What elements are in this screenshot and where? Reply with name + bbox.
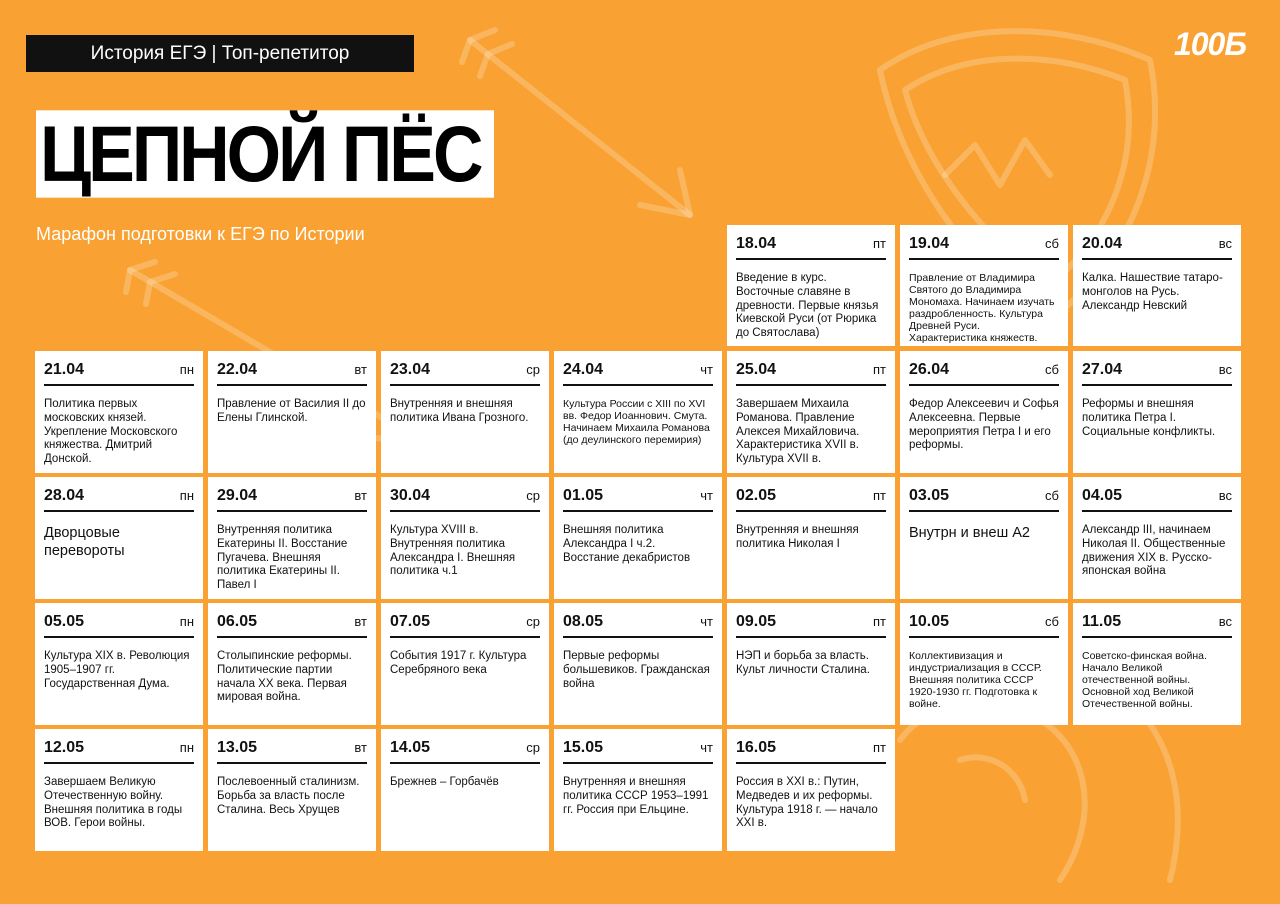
day-date: 29.04 <box>217 487 258 504</box>
calendar-day-card <box>727 603 895 725</box>
day-date: 26.04 <box>909 361 950 378</box>
day-topic: Культура XVIII в. Внутренняя политика Александра I. Внешняя политика ч.1 <box>390 524 516 578</box>
day-card-header <box>736 235 886 260</box>
day-card-header <box>563 613 713 638</box>
day-date: 10.05 <box>909 613 950 630</box>
day-topic: Правление от Василия II до Елены Глинской. <box>217 398 366 424</box>
day-card-header <box>563 487 713 512</box>
calendar-day-card <box>1073 603 1241 725</box>
calendar-day-card <box>727 351 895 473</box>
day-card-header <box>909 613 1059 638</box>
day-of-week: ср <box>526 362 540 377</box>
day-of-week: вс <box>1218 614 1232 629</box>
day-card-header <box>1082 613 1232 638</box>
day-date: 13.05 <box>217 739 258 756</box>
day-date: 25.04 <box>736 361 777 378</box>
day-topic: Политика первых московских князей. Укрепление Московского княжества. Дмитрий Донской. <box>44 398 178 466</box>
calendar-day-card <box>35 729 203 851</box>
day-topic: Россия в XXI в.: Путин, Медведев и их реформы. Культура 1918 г. — начало XXI в. <box>736 776 878 830</box>
day-topic: Внутрн и внеш А2 <box>909 525 1030 541</box>
day-card-header <box>736 739 886 764</box>
day-topic: Внутренняя и внешняя политика Николая I <box>736 524 859 550</box>
calendar-day-card <box>35 351 203 473</box>
calendar-day-card <box>381 603 549 725</box>
day-of-week: вт <box>354 362 367 377</box>
day-date: 27.04 <box>1082 361 1123 378</box>
day-topic: Калка. Нашествие татаро-монголов на Русь. Александр Невский <box>1082 272 1223 312</box>
day-card-header <box>563 361 713 386</box>
day-topic: Внутренняя и внешняя политика СССР 1953–1991 гг. Россия при Ельцине. <box>563 776 709 816</box>
day-date: 23.04 <box>390 361 431 378</box>
day-of-week: сб <box>1045 488 1059 503</box>
day-card-header <box>44 613 194 638</box>
brand-logo: 100Б <box>1173 26 1246 62</box>
calendar-day-card <box>554 603 722 725</box>
calendar-day-card <box>35 603 203 725</box>
calendar-day-card <box>208 729 376 851</box>
day-topic: Федор Алексеевич и Софья Алексеевна. Первые мероприятия Петра I и его реформы. <box>909 398 1059 452</box>
calendar-day-card <box>1073 225 1241 346</box>
calendar-day-card <box>208 603 376 725</box>
page-title: ЦЕПНОЙ ПЁС <box>36 110 494 197</box>
day-topic: Первые реформы большевиков. Гражданская война <box>563 650 710 690</box>
calendar-day-card <box>1073 477 1241 599</box>
day-of-week: сб <box>1045 236 1059 251</box>
calendar-day-card <box>554 351 722 473</box>
day-of-week: чт <box>700 614 713 629</box>
day-of-week: ср <box>526 614 540 629</box>
calendar-day-card <box>381 351 549 473</box>
day-of-week: пн <box>179 740 194 755</box>
day-of-week: пт <box>873 740 886 755</box>
day-card-header <box>217 739 367 764</box>
day-topic: Правление от Владимира Святого до Владимира Мономаха. Начинаем изучать раздробленность. Культура Древней Руси. Характеристика княжеств. <box>909 272 1055 345</box>
day-date: 04.05 <box>1082 487 1123 504</box>
day-topic: Советско-финская война. Начало Великой отечественной войны. Основной ход Великой Отечественной войны. <box>1082 650 1207 711</box>
day-date: 11.05 <box>1082 613 1122 630</box>
day-date: 15.05 <box>563 739 604 756</box>
day-of-week: сб <box>1045 362 1059 377</box>
calendar-day-card <box>208 351 376 473</box>
day-date: 03.05 <box>909 487 950 504</box>
calendar-day-card <box>208 477 376 599</box>
day-of-week: пн <box>179 488 194 503</box>
day-of-week: вт <box>354 614 367 629</box>
day-topic: Александр III, начинаем Николая II. Общественные движения XIX в. Русско-японская война <box>1082 524 1226 578</box>
calendar-day-card <box>554 729 722 851</box>
day-card-header <box>736 613 886 638</box>
day-card-header <box>736 487 886 512</box>
calendar-day-card <box>727 225 895 346</box>
day-of-week: ср <box>526 740 540 755</box>
day-date: 05.05 <box>44 613 85 630</box>
day-topic: Внутренняя политика Екатерины II. Восстание Пугачева. Внешняя политика Екатерины II. Павел I <box>217 524 348 592</box>
day-of-week: ср <box>526 488 540 503</box>
day-of-week: вс <box>1218 362 1232 377</box>
day-of-week: пт <box>873 488 886 503</box>
day-date: 28.04 <box>44 487 85 504</box>
day-card-header <box>909 361 1059 386</box>
day-of-week: чт <box>700 740 713 755</box>
day-of-week: вт <box>354 488 367 503</box>
day-card-header <box>44 739 194 764</box>
day-of-week: пт <box>873 614 886 629</box>
day-card-header <box>44 361 194 386</box>
day-date: 16.05 <box>736 739 777 756</box>
day-card-header <box>1082 235 1232 260</box>
day-date: 01.05 <box>563 487 604 504</box>
calendar-day-card <box>381 477 549 599</box>
day-topic: Брежнев – Горбачёв <box>390 776 499 788</box>
day-topic: События 1917 г. Культура Серебряного века <box>390 650 527 676</box>
day-card-header <box>390 613 540 638</box>
day-topic: Культура России с XIII по XVI вв. Федор Иоаннович. Смута. Начинаем Михаила Романова (до деулинского перемирия) <box>563 398 710 447</box>
day-card-header <box>909 487 1059 512</box>
day-topic: Завершаем Михаила Романова. Правление Алексея Михайловича. Характеристика XVII в. Культура XVII в. <box>736 398 860 466</box>
day-date: 19.04 <box>909 235 950 252</box>
day-of-week: пт <box>873 236 886 251</box>
day-date: 14.05 <box>390 739 431 756</box>
calendar-day-card <box>900 351 1068 473</box>
day-date: 24.04 <box>563 361 604 378</box>
calendar-day-card <box>35 477 203 599</box>
day-card-header <box>736 361 886 386</box>
day-date: 08.05 <box>563 613 604 630</box>
day-topic: НЭП и борьба за власть. Культ личности Сталина. <box>736 650 870 676</box>
day-topic: Коллективизация и индустриализация в СССР. Внешняя политика СССР 1920-1930 гг. Подготовка к войне. <box>909 650 1042 711</box>
day-of-week: пт <box>873 362 886 377</box>
day-date: 06.05 <box>217 613 258 630</box>
calendar-day-card <box>900 603 1068 725</box>
day-card-header <box>563 739 713 764</box>
day-of-week: чт <box>700 488 713 503</box>
day-card-header <box>217 361 367 386</box>
calendar-day-card <box>900 225 1068 346</box>
day-date: 30.04 <box>390 487 431 504</box>
day-date: 21.04 <box>44 361 85 378</box>
day-date: 20.04 <box>1082 235 1123 252</box>
day-card-header <box>1082 487 1232 512</box>
day-topic: Дворцовые перевороты <box>44 525 125 560</box>
day-card-header <box>1082 361 1232 386</box>
day-date: 02.05 <box>736 487 777 504</box>
day-date: 09.05 <box>736 613 777 630</box>
day-of-week: пн <box>179 614 194 629</box>
day-of-week: вс <box>1218 236 1232 251</box>
day-topic: Завершаем Великую Отечественную войну. Внешняя политика в годы ВОВ. Герои войны. <box>44 776 183 830</box>
day-date: 18.04 <box>736 235 777 252</box>
calendar-day-card <box>727 477 895 599</box>
calendar-day-card <box>900 477 1068 599</box>
day-topic: Культура XIX в. Революция 1905–1907 гг. Государственная Дума. <box>44 650 190 690</box>
day-card-header <box>217 613 367 638</box>
day-topic: Внутренняя и внешняя политика Ивана Грозного. <box>390 398 529 424</box>
day-topic: Внешняя политика Александра I ч.2. Восстание декабристов <box>563 524 691 564</box>
day-of-week: пн <box>179 362 194 377</box>
page-subtitle: Марафон подготовки к ЕГЭ по Истории <box>36 224 365 244</box>
day-card-header <box>217 487 367 512</box>
day-topic: Введение в курс. Восточные славяне в древности. Первые князья Киевской Руси (от Рюрика до Святослава) <box>736 272 879 340</box>
calendar-day-card <box>1073 351 1241 473</box>
day-of-week: чт <box>700 362 713 377</box>
day-card-header <box>390 361 540 386</box>
day-of-week: вс <box>1218 488 1232 503</box>
day-of-week: сб <box>1045 614 1059 629</box>
day-card-header <box>909 235 1059 260</box>
day-card-header <box>44 487 194 512</box>
day-date: 07.05 <box>390 613 431 630</box>
day-topic: Послевоенный сталинизм. Борьба за власть после Сталина. Весь Хрущев <box>217 776 360 816</box>
day-topic: Реформы и внешняя политика Петра I. Социальные конфликты. <box>1082 398 1216 438</box>
day-card-header <box>390 487 540 512</box>
day-of-week: вт <box>354 740 367 755</box>
day-date: 12.05 <box>44 739 85 756</box>
day-date: 22.04 <box>217 361 258 378</box>
calendar-day-card <box>554 477 722 599</box>
course-tag-bar: История ЕГЭ | Топ-репетитор <box>26 35 414 72</box>
day-topic: Столыпинские реформы. Политические партии начала XX века. Первая мировая война. <box>217 650 352 704</box>
calendar-day-card <box>727 729 895 851</box>
day-card-header <box>390 739 540 764</box>
calendar-day-card <box>381 729 549 851</box>
